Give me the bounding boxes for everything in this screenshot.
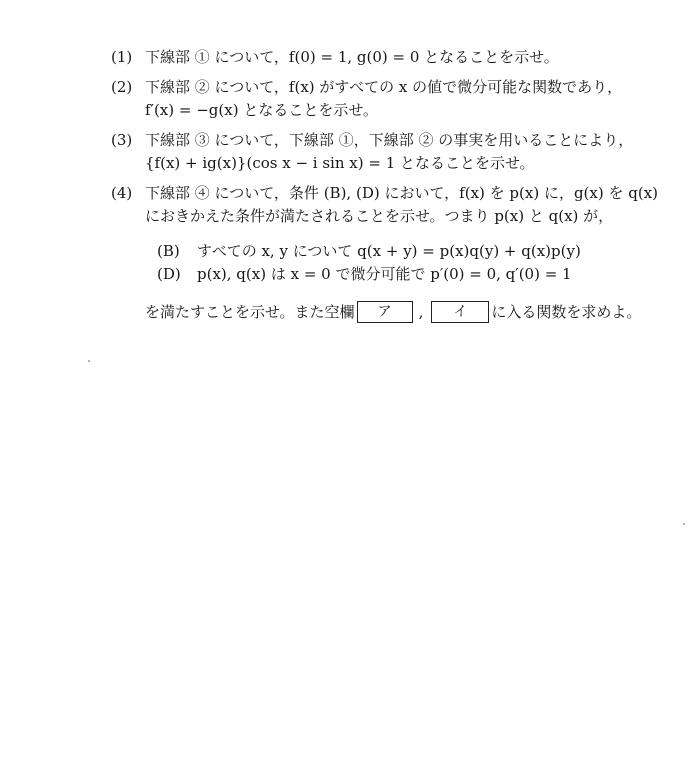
final-instruction	[145, 300, 641, 324]
question-1	[111, 46, 559, 69]
question-number: (4)	[111, 184, 133, 202]
scan-speck	[683, 523, 685, 525]
question-text: 下線部 ③ について，下線部 ①，下線部 ② の事実を用いることにより，	[145, 131, 634, 149]
condition-tag: (B)	[157, 242, 180, 260]
question-number: (2)	[111, 78, 133, 96]
final-prefix: を満たすことを示せ。また空欄	[145, 303, 355, 321]
question-4	[111, 182, 658, 205]
condition-text: すべての x, y について q(x + y) = p(x)q(y) + q(x)p(y)	[197, 242, 581, 260]
final-suffix: に入る関数を求めよ。	[491, 303, 642, 321]
question-text: 下線部 ④ について，条件 (B), (D) において，f(x) を p(x) に，g(x) を q(x)	[145, 184, 659, 202]
question-2	[111, 76, 622, 99]
question-number: (1)	[111, 48, 133, 66]
condition-d	[157, 263, 572, 286]
scan-speck	[88, 360, 90, 362]
question-2-continuation: f′(x) = −g(x) となることを示せ。	[145, 101, 378, 119]
condition-b	[157, 240, 581, 263]
question-3-continuation: {f(x) + ig(x)}(cos x − i sin x) = 1 となることを示せ。	[145, 154, 535, 172]
question-number: (3)	[111, 131, 133, 149]
condition-tag: (D)	[157, 265, 181, 283]
question-text: 下線部 ② について，f(x) がすべての x の値で微分可能な関数であり，	[145, 78, 623, 96]
question-3	[111, 129, 633, 152]
blank-separator: ,	[418, 303, 424, 321]
question-4-continuation: におきかえた条件が満たされることを示せ。つまり p(x) と q(x) が，	[145, 207, 614, 225]
blank-a-box: ア	[357, 301, 413, 323]
question-text: 下線部 ① について，f(0) = 1, g(0) = 0 となることを示せ。	[145, 48, 559, 66]
condition-text: p(x), q(x) は x = 0 で微分可能で p′(0) = 0, q′(0) = 1	[197, 265, 572, 283]
blank-b-box: イ	[431, 301, 489, 323]
